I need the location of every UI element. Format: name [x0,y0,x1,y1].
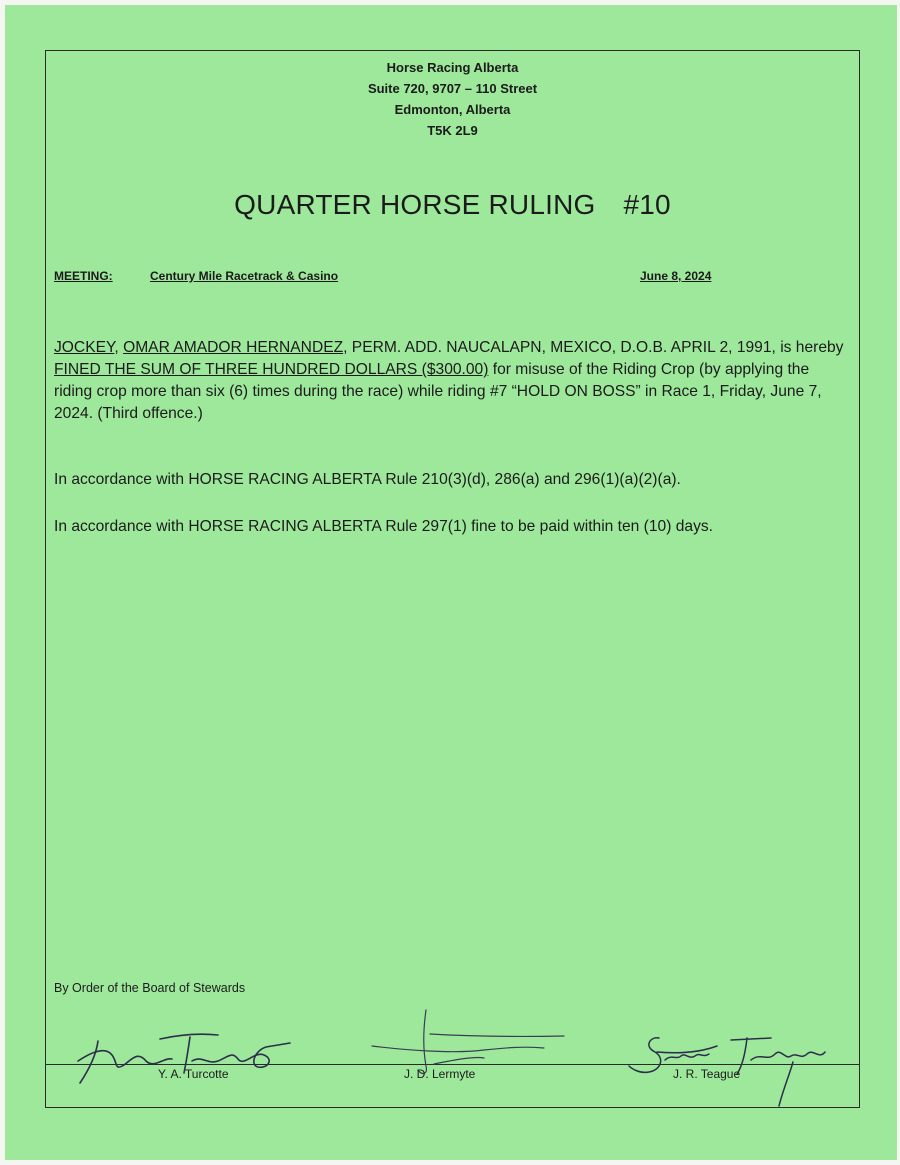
ruling-title [46,189,859,221]
ruling-document [5,5,897,1160]
steward-name: J. R. Teague [673,1067,741,1081]
jockey-name: OMAR AMADOR HERNANDEZ [123,339,344,356]
ruling-paragraph [54,337,851,425]
ruling-title-text: QUARTER HORSE RULING [234,189,596,220]
meeting-date: June 8, 2024 [640,269,712,283]
ruling-number: #10 [623,189,671,220]
jockey-label: JOCKEY [54,339,115,356]
fine-amount: FINED THE SUM OF THREE HUNDRED DOLLARS ($300.00) [54,361,489,378]
separator: , [114,339,124,356]
steward-name: J. D. Lermyte [404,1067,476,1081]
meeting-venue: Century Mile Racetrack & Casino [150,269,339,283]
letterhead [46,57,859,141]
payment-paragraph: In accordance with HORSE RACING ALBERTA Rule 297(1) fine to be paid within ten (10) days. [54,518,714,535]
meeting-label: MEETING: [54,269,113,283]
signature-lermyte [364,1004,614,1084]
ruling-text-part2: for misuse of the Riding Crop (by applying the riding crop more than six (6) times during the race) while riding #7 “HOLD ON BOSS” in Race 1, Friday, June 7, 2024. (Third offence.) [54,361,822,422]
ruling-text-part1: , PERM. ADD. NAUCALAPN, MEXICO, D.O.B. APRIL 2, 1991, is hereby [343,339,844,356]
org-city: Edmonton, Alberta [394,102,511,117]
rule-reference-paragraph: In accordance with HORSE RACING ALBERTA Rule 210(3)(d), 286(a) and 296(1)(a)(2)(a). [54,471,681,488]
board-order-text: By Order of the Board of Stewards [54,981,246,995]
meeting-row [54,269,851,289]
org-address: Suite 720, 9707 – 110 Street [367,81,538,96]
steward-name: Y. A. Turcotte [158,1067,229,1081]
org-name: Horse Racing Alberta [386,60,519,75]
signature-teague [621,1016,851,1111]
org-postal-code: T5K 2L9 [427,123,478,138]
document-border [45,50,860,1108]
